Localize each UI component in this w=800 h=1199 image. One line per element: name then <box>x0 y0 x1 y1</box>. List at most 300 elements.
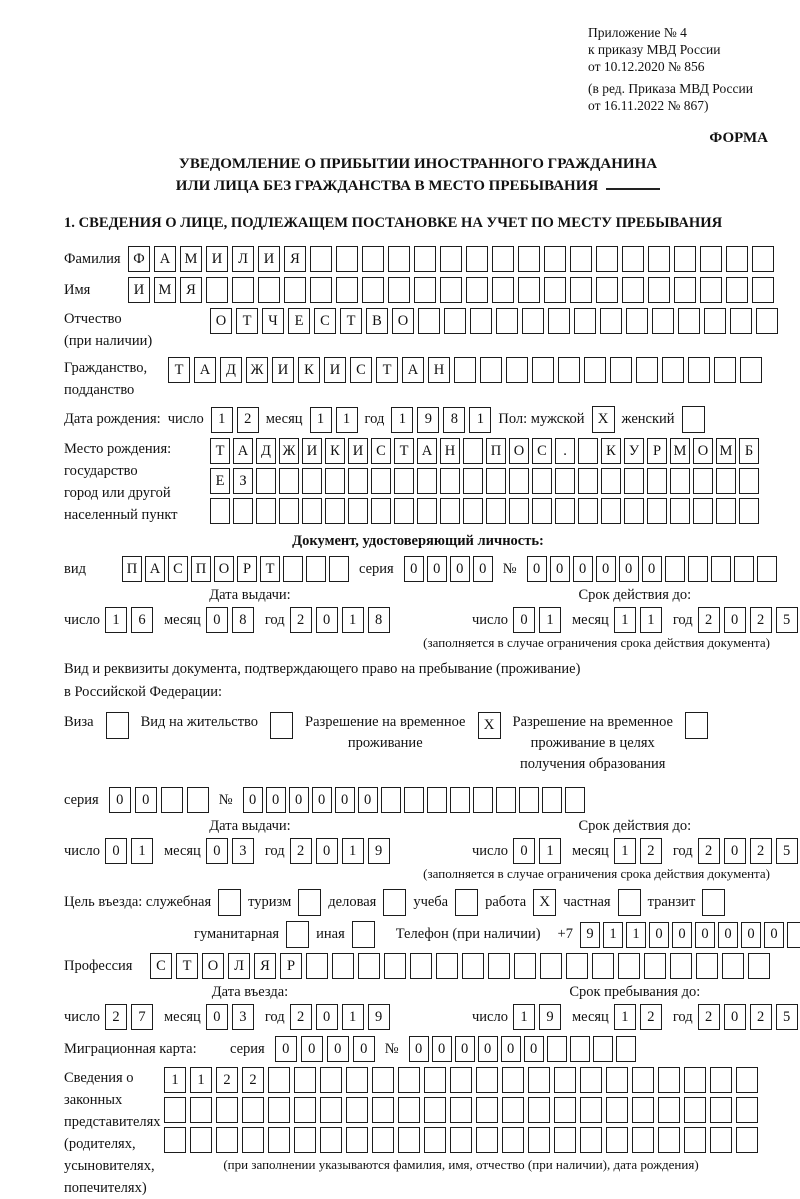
char-cell[interactable]: 0 <box>316 838 338 864</box>
char-cell[interactable] <box>190 1127 212 1153</box>
char-cell[interactable] <box>427 787 447 813</box>
char-cell[interactable]: К <box>298 357 320 383</box>
char-cell[interactable] <box>622 246 644 272</box>
char-cell[interactable]: 1 <box>469 407 491 433</box>
char-cell[interactable] <box>486 498 506 524</box>
char-cell[interactable] <box>306 953 328 979</box>
char-cell[interactable] <box>496 787 516 813</box>
char-cell[interactable] <box>578 468 598 494</box>
char-cell[interactable] <box>258 277 280 303</box>
char-cell[interactable] <box>578 438 598 464</box>
char-cell[interactable]: Ж <box>246 357 268 383</box>
char-cell[interactable] <box>256 498 276 524</box>
char-cell[interactable]: О <box>693 438 713 464</box>
char-cell[interactable] <box>624 468 644 494</box>
char-cell[interactable] <box>518 246 540 272</box>
char-cell[interactable] <box>346 1067 368 1093</box>
char-cell[interactable]: 0 <box>427 556 447 582</box>
char-cell[interactable] <box>644 953 666 979</box>
char-cell[interactable]: Р <box>647 438 667 464</box>
char-cell[interactable] <box>658 1127 680 1153</box>
char-cell[interactable] <box>618 953 640 979</box>
char-cell[interactable] <box>362 246 384 272</box>
purpose-work-checkbox[interactable]: X <box>533 889 556 916</box>
char-cell[interactable]: 0 <box>358 787 378 813</box>
char-cell[interactable]: 0 <box>206 838 228 864</box>
char-cell[interactable]: 1 <box>211 407 233 433</box>
char-cell[interactable]: 1 <box>640 607 662 633</box>
char-cell[interactable] <box>578 498 598 524</box>
char-cell[interactable]: С <box>371 438 391 464</box>
char-cell[interactable] <box>336 246 358 272</box>
char-cell[interactable] <box>593 1036 613 1062</box>
char-cell[interactable] <box>506 357 528 383</box>
char-cell[interactable] <box>555 468 575 494</box>
char-cell[interactable]: 2 <box>698 607 720 633</box>
char-cell[interactable]: Д <box>256 438 276 464</box>
char-cell[interactable]: 1 <box>626 922 646 948</box>
char-cell[interactable]: 0 <box>724 1004 746 1030</box>
char-cell[interactable] <box>648 246 670 272</box>
char-cell[interactable]: М <box>670 438 690 464</box>
title-blank-line[interactable] <box>606 178 660 190</box>
char-cell[interactable]: 1 <box>513 1004 535 1030</box>
char-cell[interactable]: 0 <box>724 607 746 633</box>
char-cell[interactable]: 1 <box>164 1067 186 1093</box>
char-cell[interactable]: 5 <box>776 838 798 864</box>
char-cell[interactable] <box>696 953 718 979</box>
char-cell[interactable] <box>232 277 254 303</box>
char-cell[interactable]: 0 <box>672 922 692 948</box>
char-cell[interactable] <box>554 1097 576 1123</box>
char-cell[interactable]: 0 <box>513 607 535 633</box>
char-cell[interactable] <box>565 787 585 813</box>
temp-residence-edu-checkbox[interactable] <box>685 712 708 739</box>
char-cell[interactable] <box>684 1097 706 1123</box>
char-cell[interactable]: Н <box>428 357 450 383</box>
char-cell[interactable] <box>348 498 368 524</box>
char-cell[interactable] <box>739 468 759 494</box>
char-cell[interactable] <box>566 953 588 979</box>
char-cell[interactable]: А <box>194 357 216 383</box>
char-cell[interactable] <box>329 556 349 582</box>
char-cell[interactable] <box>522 308 544 334</box>
char-cell[interactable]: 0 <box>478 1036 498 1062</box>
char-cell[interactable] <box>570 1036 590 1062</box>
char-cell[interactable] <box>418 308 440 334</box>
char-cell[interactable] <box>410 953 432 979</box>
char-cell[interactable]: 2 <box>290 1004 312 1030</box>
char-cell[interactable] <box>570 277 592 303</box>
char-cell[interactable] <box>476 1067 498 1093</box>
char-cell[interactable]: 1 <box>131 838 153 864</box>
char-cell[interactable]: 1 <box>342 1004 364 1030</box>
char-cell[interactable] <box>554 1127 576 1153</box>
purpose-business-checkbox[interactable] <box>383 889 406 916</box>
char-cell[interactable]: Ч <box>262 308 284 334</box>
char-cell[interactable]: 1 <box>336 407 358 433</box>
char-cell[interactable] <box>233 498 253 524</box>
char-cell[interactable] <box>358 953 380 979</box>
char-cell[interactable]: 1 <box>391 407 413 433</box>
char-cell[interactable] <box>268 1097 290 1123</box>
char-cell[interactable] <box>684 1127 706 1153</box>
char-cell[interactable] <box>502 1067 524 1093</box>
char-cell[interactable] <box>496 308 518 334</box>
char-cell[interactable] <box>462 953 484 979</box>
char-cell[interactable] <box>674 246 696 272</box>
char-cell[interactable] <box>332 953 354 979</box>
char-cell[interactable]: Т <box>260 556 280 582</box>
char-cell[interactable]: 1 <box>190 1067 212 1093</box>
char-cell[interactable]: 0 <box>312 787 332 813</box>
char-cell[interactable] <box>256 468 276 494</box>
char-cell[interactable] <box>242 1097 264 1123</box>
char-cell[interactable]: 2 <box>750 1004 772 1030</box>
char-cell[interactable]: А <box>417 438 437 464</box>
char-cell[interactable]: 0 <box>105 838 127 864</box>
char-cell[interactable] <box>454 357 476 383</box>
char-cell[interactable] <box>528 1097 550 1123</box>
char-cell[interactable] <box>268 1067 290 1093</box>
char-cell[interactable]: 2 <box>698 1004 720 1030</box>
char-cell[interactable] <box>574 308 596 334</box>
char-cell[interactable]: 9 <box>417 407 439 433</box>
char-cell[interactable] <box>346 1127 368 1153</box>
char-cell[interactable] <box>528 1067 550 1093</box>
char-cell[interactable]: Я <box>284 246 306 272</box>
char-cell[interactable] <box>632 1067 654 1093</box>
char-cell[interactable] <box>473 787 493 813</box>
char-cell[interactable]: А <box>402 357 424 383</box>
char-cell[interactable]: Я <box>254 953 276 979</box>
char-cell[interactable]: К <box>601 438 621 464</box>
char-cell[interactable]: Т <box>340 308 362 334</box>
char-cell[interactable] <box>752 246 774 272</box>
char-cell[interactable] <box>736 1097 758 1123</box>
char-cell[interactable] <box>726 246 748 272</box>
residence-permit-checkbox[interactable] <box>270 712 293 739</box>
char-cell[interactable]: Л <box>228 953 250 979</box>
char-cell[interactable] <box>710 1097 732 1123</box>
char-cell[interactable]: Н <box>440 438 460 464</box>
char-cell[interactable]: 0 <box>513 838 535 864</box>
char-cell[interactable] <box>580 1067 602 1093</box>
char-cell[interactable] <box>658 1067 680 1093</box>
char-cell[interactable]: Ф <box>128 246 150 272</box>
char-cell[interactable]: 7 <box>131 1004 153 1030</box>
char-cell[interactable] <box>734 556 754 582</box>
char-cell[interactable] <box>622 277 644 303</box>
char-cell[interactable]: 0 <box>455 1036 475 1062</box>
char-cell[interactable] <box>488 953 510 979</box>
char-cell[interactable]: 3 <box>232 838 254 864</box>
char-cell[interactable] <box>210 498 230 524</box>
char-cell[interactable]: 2 <box>216 1067 238 1093</box>
char-cell[interactable] <box>190 1097 212 1123</box>
char-cell[interactable]: 0 <box>206 1004 228 1030</box>
char-cell[interactable]: 0 <box>335 787 355 813</box>
char-cell[interactable]: В <box>366 308 388 334</box>
purpose-private-checkbox[interactable] <box>618 889 641 916</box>
char-cell[interactable] <box>436 953 458 979</box>
char-cell[interactable] <box>580 1097 602 1123</box>
char-cell[interactable]: С <box>168 556 188 582</box>
char-cell[interactable]: О <box>392 308 414 334</box>
char-cell[interactable]: Т <box>176 953 198 979</box>
char-cell[interactable] <box>547 1036 567 1062</box>
char-cell[interactable] <box>284 277 306 303</box>
char-cell[interactable] <box>381 787 401 813</box>
char-cell[interactable]: А <box>233 438 253 464</box>
char-cell[interactable] <box>424 1097 446 1123</box>
char-cell[interactable] <box>509 498 529 524</box>
char-cell[interactable]: 0 <box>724 838 746 864</box>
char-cell[interactable] <box>570 246 592 272</box>
char-cell[interactable]: 0 <box>206 607 228 633</box>
char-cell[interactable] <box>740 357 762 383</box>
char-cell[interactable] <box>647 498 667 524</box>
char-cell[interactable] <box>187 787 209 813</box>
char-cell[interactable] <box>710 1067 732 1093</box>
char-cell[interactable]: 0 <box>596 556 616 582</box>
char-cell[interactable] <box>558 357 580 383</box>
char-cell[interactable] <box>450 787 470 813</box>
char-cell[interactable] <box>606 1097 628 1123</box>
char-cell[interactable]: 0 <box>450 556 470 582</box>
char-cell[interactable] <box>302 468 322 494</box>
char-cell[interactable]: 0 <box>266 787 286 813</box>
char-cell[interactable]: 1 <box>614 607 636 633</box>
char-cell[interactable] <box>670 468 690 494</box>
sex-male-checkbox[interactable]: X <box>592 406 615 433</box>
char-cell[interactable]: 1 <box>614 838 636 864</box>
purpose-other-checkbox[interactable] <box>352 921 375 948</box>
char-cell[interactable] <box>610 357 632 383</box>
char-cell[interactable]: 5 <box>776 1004 798 1030</box>
char-cell[interactable]: 0 <box>243 787 263 813</box>
char-cell[interactable]: И <box>128 277 150 303</box>
char-cell[interactable]: 0 <box>527 556 547 582</box>
char-cell[interactable] <box>555 498 575 524</box>
char-cell[interactable]: 8 <box>443 407 465 433</box>
char-cell[interactable] <box>206 277 228 303</box>
char-cell[interactable]: 5 <box>776 607 798 633</box>
char-cell[interactable] <box>470 308 492 334</box>
char-cell[interactable]: 1 <box>310 407 332 433</box>
char-cell[interactable] <box>632 1127 654 1153</box>
char-cell[interactable] <box>444 308 466 334</box>
char-cell[interactable]: 9 <box>368 838 390 864</box>
char-cell[interactable]: 3 <box>232 1004 254 1030</box>
char-cell[interactable]: 2 <box>698 838 720 864</box>
char-cell[interactable] <box>528 1127 550 1153</box>
char-cell[interactable] <box>518 277 540 303</box>
char-cell[interactable]: 2 <box>242 1067 264 1093</box>
char-cell[interactable]: Т <box>376 357 398 383</box>
char-cell[interactable]: 0 <box>289 787 309 813</box>
char-cell[interactable]: 0 <box>550 556 570 582</box>
char-cell[interactable] <box>346 1097 368 1123</box>
char-cell[interactable] <box>216 1127 238 1153</box>
char-cell[interactable] <box>440 277 462 303</box>
char-cell[interactable] <box>362 277 384 303</box>
char-cell[interactable] <box>678 308 700 334</box>
char-cell[interactable] <box>693 468 713 494</box>
char-cell[interactable] <box>310 277 332 303</box>
char-cell[interactable] <box>492 246 514 272</box>
char-cell[interactable]: К <box>325 438 345 464</box>
char-cell[interactable] <box>665 556 685 582</box>
char-cell[interactable]: А <box>154 246 176 272</box>
char-cell[interactable] <box>440 468 460 494</box>
char-cell[interactable]: 0 <box>473 556 493 582</box>
char-cell[interactable] <box>647 468 667 494</box>
char-cell[interactable] <box>601 498 621 524</box>
char-cell[interactable]: Е <box>210 468 230 494</box>
char-cell[interactable] <box>325 498 345 524</box>
char-cell[interactable] <box>336 277 358 303</box>
char-cell[interactable] <box>730 308 752 334</box>
char-cell[interactable] <box>626 308 648 334</box>
char-cell[interactable] <box>404 787 424 813</box>
char-cell[interactable]: Р <box>237 556 257 582</box>
char-cell[interactable] <box>674 277 696 303</box>
char-cell[interactable] <box>616 1036 636 1062</box>
char-cell[interactable]: Р <box>280 953 302 979</box>
char-cell[interactable]: . <box>555 438 575 464</box>
char-cell[interactable] <box>544 246 566 272</box>
char-cell[interactable] <box>670 953 692 979</box>
char-cell[interactable] <box>216 1097 238 1123</box>
char-cell[interactable] <box>466 277 488 303</box>
char-cell[interactable] <box>466 246 488 272</box>
char-cell[interactable] <box>548 308 570 334</box>
char-cell[interactable] <box>294 1097 316 1123</box>
char-cell[interactable] <box>414 246 436 272</box>
char-cell[interactable]: И <box>258 246 280 272</box>
char-cell[interactable] <box>384 953 406 979</box>
char-cell[interactable] <box>756 308 778 334</box>
char-cell[interactable] <box>580 1127 602 1153</box>
char-cell[interactable] <box>710 1127 732 1153</box>
char-cell[interactable] <box>757 556 777 582</box>
char-cell[interactable]: П <box>191 556 211 582</box>
char-cell[interactable]: 0 <box>501 1036 521 1062</box>
char-cell[interactable]: С <box>314 308 336 334</box>
char-cell[interactable] <box>306 556 326 582</box>
char-cell[interactable] <box>242 1127 264 1153</box>
char-cell[interactable]: М <box>154 277 176 303</box>
char-cell[interactable]: 0 <box>327 1036 349 1062</box>
char-cell[interactable]: 2 <box>290 607 312 633</box>
char-cell[interactable] <box>688 556 708 582</box>
char-cell[interactable] <box>450 1097 472 1123</box>
char-cell[interactable]: 9 <box>539 1004 561 1030</box>
char-cell[interactable]: 0 <box>316 1004 338 1030</box>
char-cell[interactable] <box>424 1067 446 1093</box>
char-cell[interactable]: 2 <box>640 1004 662 1030</box>
char-cell[interactable]: 0 <box>432 1036 452 1062</box>
char-cell[interactable] <box>283 556 303 582</box>
char-cell[interactable]: И <box>348 438 368 464</box>
char-cell[interactable] <box>486 468 506 494</box>
char-cell[interactable] <box>716 468 736 494</box>
char-cell[interactable] <box>704 308 726 334</box>
char-cell[interactable]: 0 <box>642 556 662 582</box>
char-cell[interactable] <box>540 953 562 979</box>
char-cell[interactable] <box>542 787 562 813</box>
char-cell[interactable] <box>596 246 618 272</box>
char-cell[interactable]: 1 <box>539 607 561 633</box>
char-cell[interactable] <box>700 277 722 303</box>
char-cell[interactable] <box>294 1067 316 1093</box>
char-cell[interactable]: О <box>202 953 224 979</box>
char-cell[interactable] <box>371 498 391 524</box>
char-cell[interactable]: 2 <box>105 1004 127 1030</box>
char-cell[interactable] <box>417 468 437 494</box>
char-cell[interactable] <box>320 1127 342 1153</box>
char-cell[interactable]: 0 <box>741 922 761 948</box>
char-cell[interactable]: 6 <box>131 607 153 633</box>
char-cell[interactable] <box>688 357 710 383</box>
char-cell[interactable] <box>440 498 460 524</box>
char-cell[interactable] <box>739 498 759 524</box>
char-cell[interactable]: О <box>214 556 234 582</box>
char-cell[interactable] <box>632 1097 654 1123</box>
char-cell[interactable]: 0 <box>109 787 131 813</box>
char-cell[interactable] <box>670 498 690 524</box>
char-cell[interactable] <box>509 468 529 494</box>
char-cell[interactable]: 1 <box>603 922 623 948</box>
char-cell[interactable]: С <box>350 357 372 383</box>
char-cell[interactable] <box>463 438 483 464</box>
char-cell[interactable] <box>652 308 674 334</box>
char-cell[interactable]: 2 <box>750 607 772 633</box>
char-cell[interactable]: А <box>145 556 165 582</box>
char-cell[interactable] <box>693 498 713 524</box>
char-cell[interactable]: 8 <box>232 607 254 633</box>
purpose-study-checkbox[interactable] <box>455 889 478 916</box>
char-cell[interactable] <box>514 953 536 979</box>
char-cell[interactable] <box>722 953 744 979</box>
char-cell[interactable]: И <box>272 357 294 383</box>
char-cell[interactable] <box>371 468 391 494</box>
char-cell[interactable] <box>736 1127 758 1153</box>
char-cell[interactable] <box>711 556 731 582</box>
char-cell[interactable] <box>388 246 410 272</box>
char-cell[interactable] <box>398 1067 420 1093</box>
char-cell[interactable] <box>684 1067 706 1093</box>
char-cell[interactable]: С <box>150 953 172 979</box>
char-cell[interactable] <box>450 1127 472 1153</box>
sex-female-checkbox[interactable] <box>682 406 705 433</box>
char-cell[interactable]: 0 <box>353 1036 375 1062</box>
char-cell[interactable]: З <box>233 468 253 494</box>
char-cell[interactable]: Д <box>220 357 242 383</box>
char-cell[interactable]: 8 <box>368 607 390 633</box>
char-cell[interactable] <box>636 357 658 383</box>
char-cell[interactable]: 0 <box>573 556 593 582</box>
char-cell[interactable] <box>502 1127 524 1153</box>
char-cell[interactable]: И <box>206 246 228 272</box>
char-cell[interactable] <box>463 498 483 524</box>
char-cell[interactable] <box>726 277 748 303</box>
char-cell[interactable] <box>372 1067 394 1093</box>
char-cell[interactable] <box>164 1097 186 1123</box>
char-cell[interactable] <box>164 1127 186 1153</box>
char-cell[interactable]: 0 <box>135 787 157 813</box>
